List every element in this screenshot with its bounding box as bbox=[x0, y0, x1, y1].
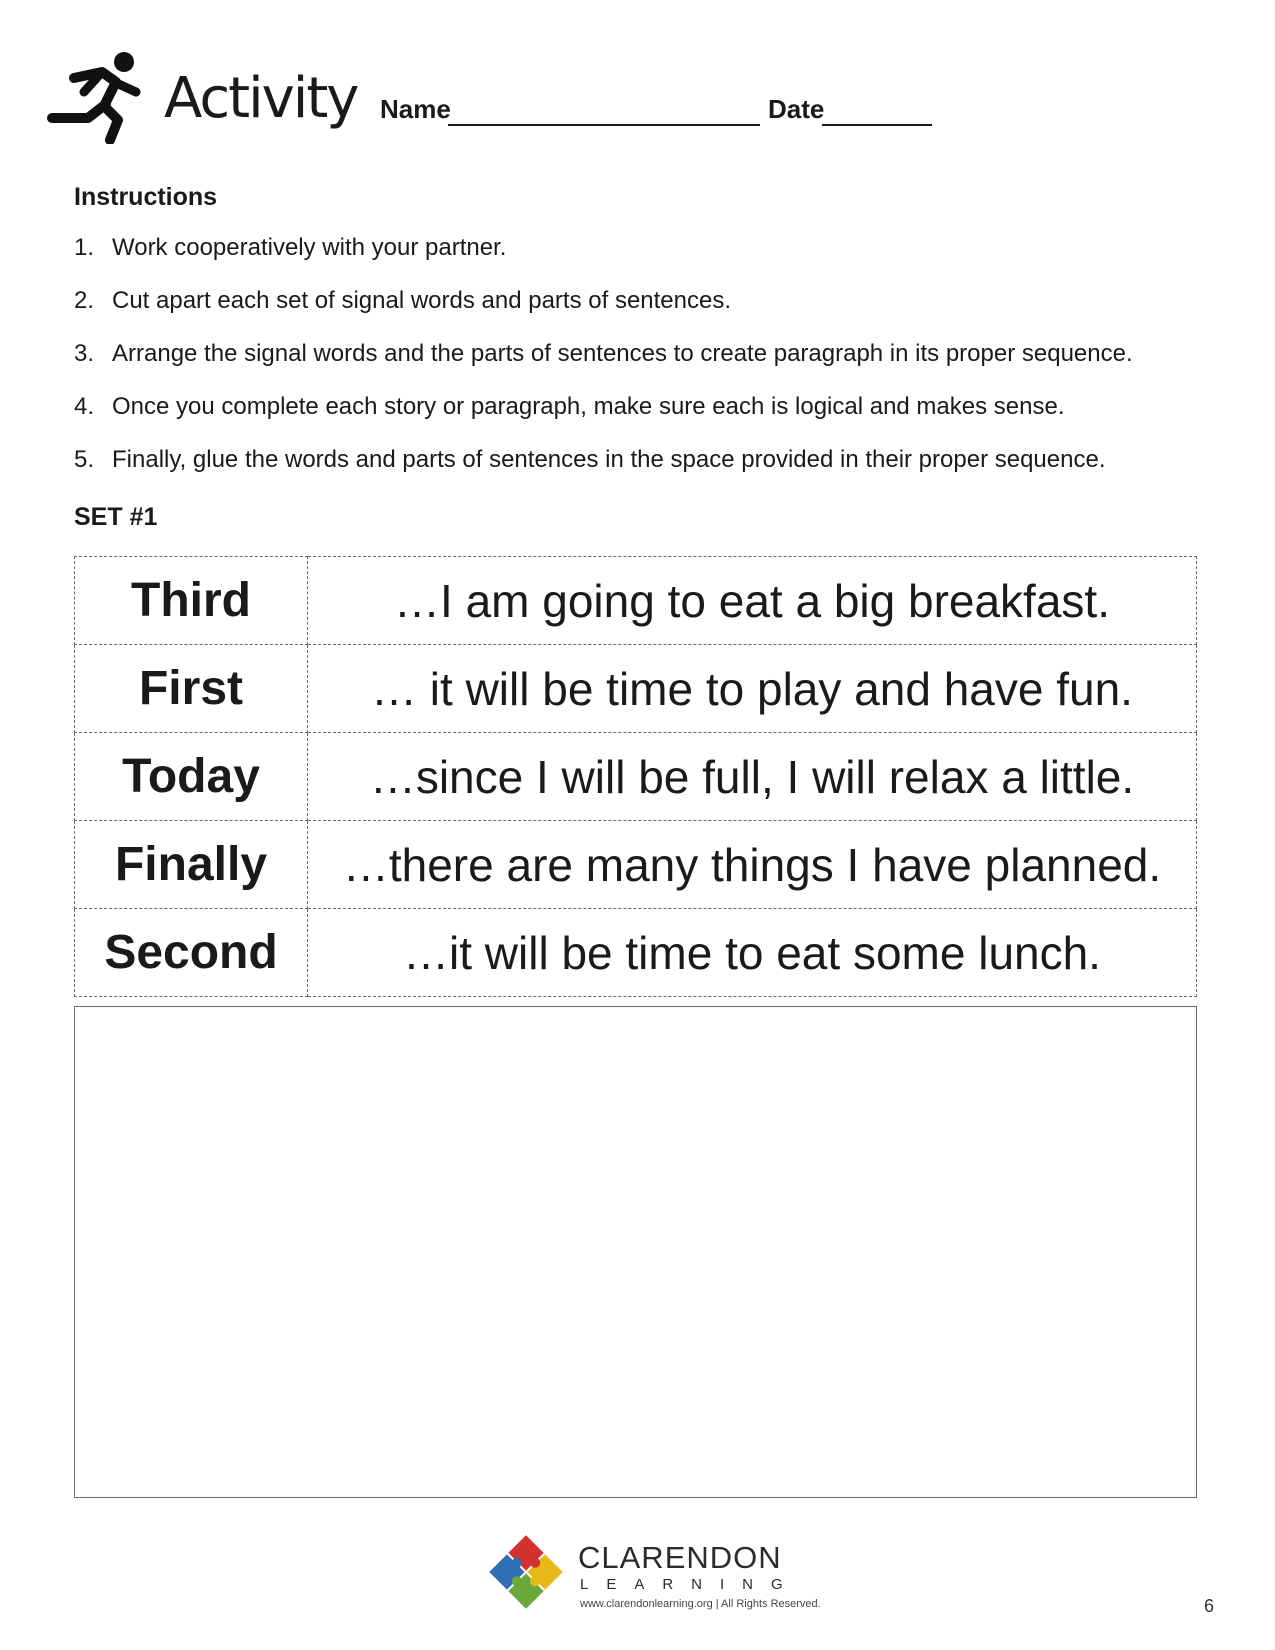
sentence-part-cell: …I am going to eat a big breakfast. bbox=[308, 557, 1197, 645]
instruction-step: 4. Once you complete each story or paragraph, make sure each is logical and makes sense. bbox=[74, 393, 1065, 420]
table-row bbox=[75, 909, 1197, 997]
brand-name: CLARENDON bbox=[578, 1540, 782, 1575]
brand-subtitle: LEARNING bbox=[580, 1576, 801, 1593]
instruction-step: 3. Arrange the signal words and the parts of sentences to create paragraph in its proper sequence. bbox=[74, 340, 1133, 367]
activity-title: Activity bbox=[164, 66, 358, 131]
date-field-line[interactable] bbox=[822, 124, 932, 126]
table-row bbox=[75, 645, 1197, 733]
signal-word-cell: First bbox=[75, 645, 308, 733]
signal-word-cell: Today bbox=[75, 733, 308, 821]
clarendon-puzzle-logo-icon bbox=[486, 1532, 566, 1612]
brand-url: www.clarendonlearning.org | All Rights Reserved. bbox=[580, 1598, 821, 1610]
signal-word-cell: Second bbox=[75, 909, 308, 997]
sentence-part-cell: … it will be time to play and have fun. bbox=[308, 645, 1197, 733]
instruction-step: 1. Work cooperatively with your partner. bbox=[74, 234, 507, 261]
footer-brand bbox=[486, 1532, 821, 1612]
page-number: 6 bbox=[1204, 1596, 1215, 1616]
set-title: SET #1 bbox=[74, 503, 158, 531]
signal-word-cell: Finally bbox=[75, 821, 308, 909]
running-person-icon bbox=[44, 48, 144, 144]
page-header bbox=[44, 48, 1144, 148]
instructions-list bbox=[74, 233, 1133, 498]
signal-word-cell: Third bbox=[75, 557, 308, 645]
name-label: Name bbox=[380, 94, 451, 124]
instruction-step: 2. Cut apart each set of signal words and parts of sentences. bbox=[74, 287, 732, 314]
date-label: Date bbox=[768, 94, 825, 124]
sentence-part-cell: …since I will be full, I will relax a little. bbox=[308, 733, 1197, 821]
sentence-part-cell: …it will be time to eat some lunch. bbox=[308, 909, 1197, 997]
glue-space-box bbox=[74, 1006, 1197, 1498]
table-row bbox=[75, 557, 1197, 645]
name-field-line[interactable] bbox=[448, 124, 760, 126]
cut-out-table bbox=[74, 556, 1197, 997]
table-row bbox=[75, 821, 1197, 909]
instruction-step: 5. Finally, glue the words and parts of sentences in the space provided in their proper sequence. bbox=[74, 446, 1106, 473]
instructions-title: Instructions bbox=[74, 183, 218, 211]
table-row bbox=[75, 733, 1197, 821]
sentence-part-cell: …there are many things I have planned. bbox=[308, 821, 1197, 909]
